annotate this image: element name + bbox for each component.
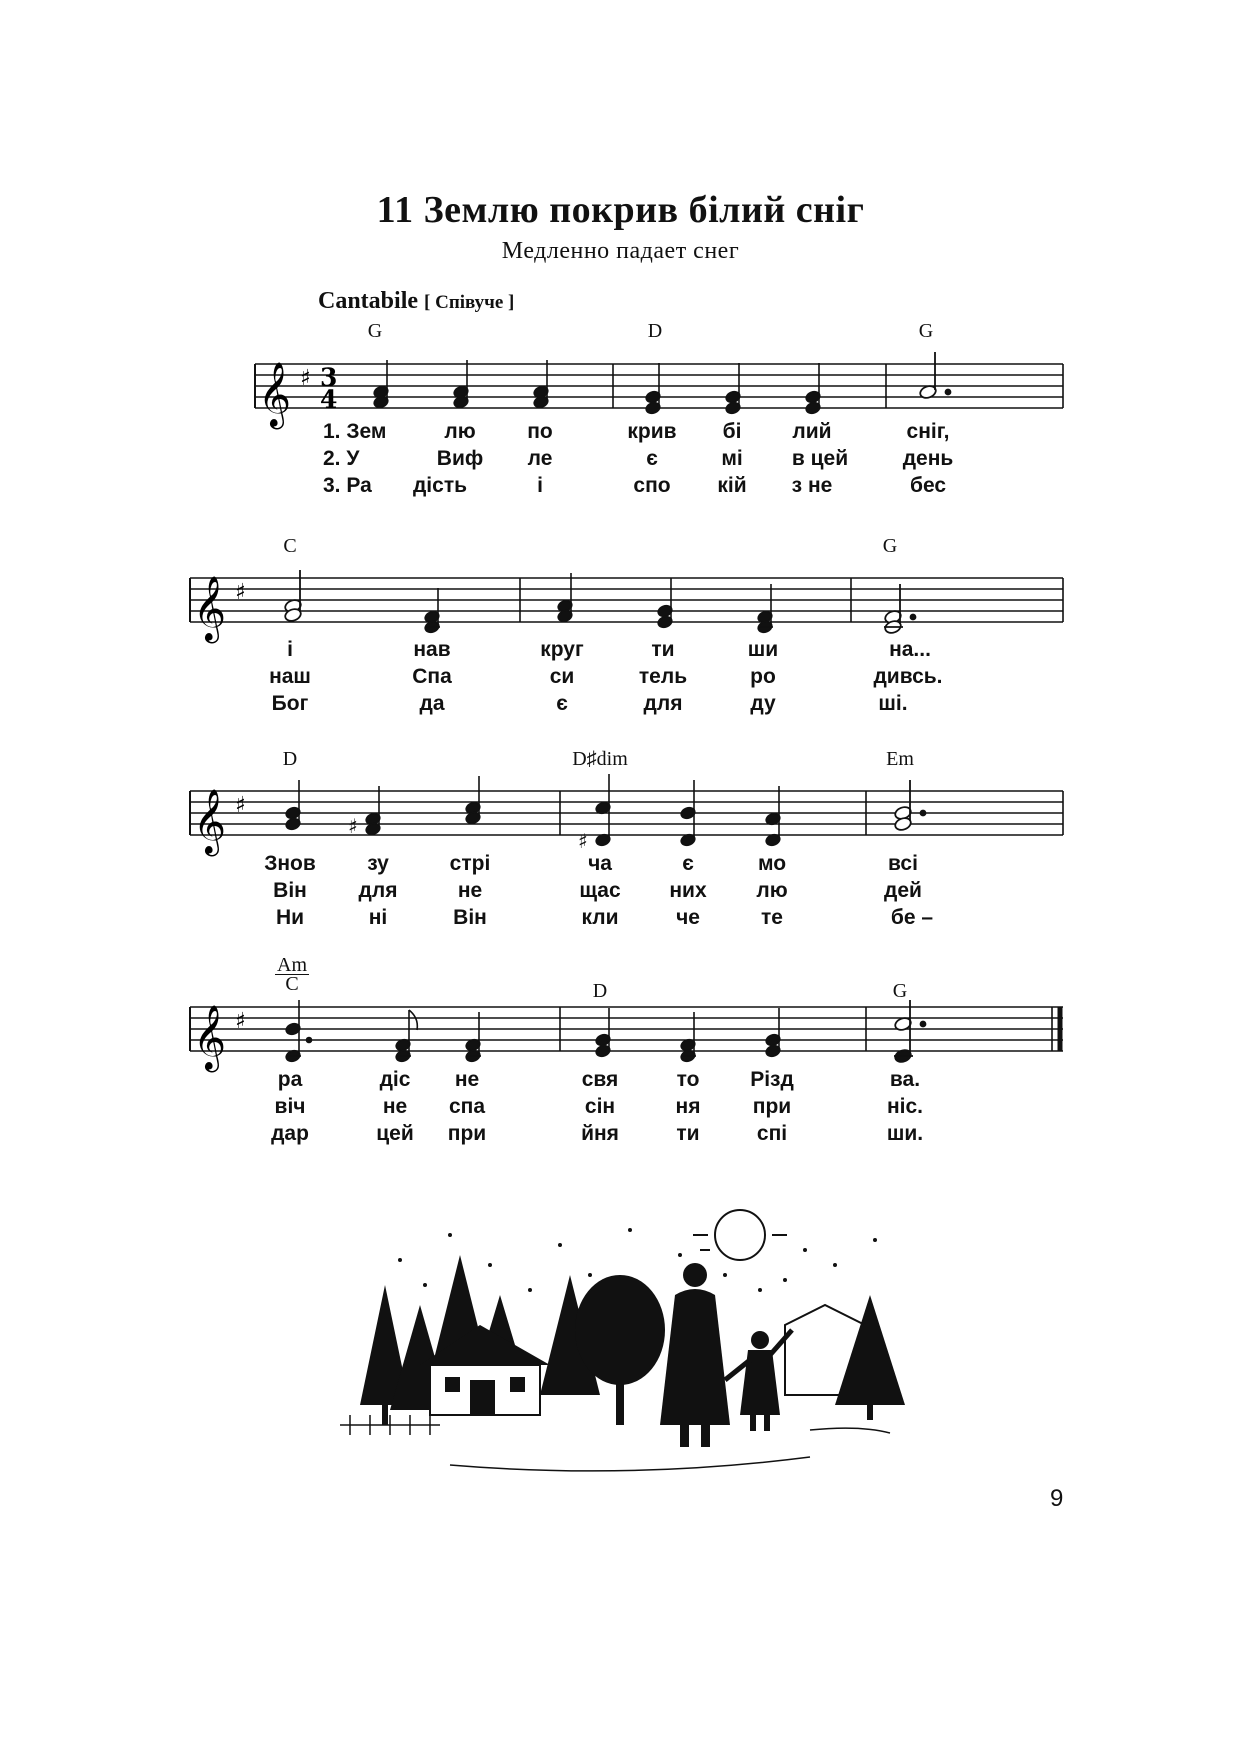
svg-text:𝄞: 𝄞	[193, 1005, 227, 1070]
lyric-syllable: ра	[277, 1068, 303, 1091]
svg-text:𝄞: 𝄞	[193, 789, 227, 854]
lyric-syllable: спі	[756, 1122, 788, 1145]
lyric-syllable: з не	[791, 474, 833, 497]
child-figure	[725, 1330, 792, 1431]
lyric-syllable: лю	[756, 879, 788, 902]
tempo-translation: [ Співуче ]	[424, 292, 515, 313]
chord-fraction: $\frac{Am}{C}$	[277, 954, 307, 995]
lyric-syllable: ші.	[878, 692, 908, 715]
lyric-syllable: є	[682, 852, 694, 875]
lyric-syllable: і	[287, 638, 293, 661]
sharp-icon: ♯	[300, 366, 311, 391]
lyric-syllable: лю	[444, 420, 476, 443]
lyric-syllable: 1. Зем	[323, 420, 387, 443]
lyric-syllable: ва.	[889, 1068, 921, 1091]
lyric-syllable: Він	[453, 906, 487, 929]
lyric-syllable: лий	[792, 420, 832, 443]
lyric-syllable: бе –	[890, 906, 934, 929]
lyric-syllable: си	[549, 665, 575, 688]
lyric-syllable: Різд	[750, 1068, 794, 1091]
treble-clef-icon: 𝄞	[258, 362, 292, 427]
song-subtitle: Медленно падает снег	[501, 238, 740, 264]
lyric-syllable: тель	[638, 665, 688, 688]
lyric-syllable: при	[752, 1095, 792, 1118]
lyric-syllable: ти	[676, 1122, 700, 1145]
lyric-syllable: Знов	[264, 852, 316, 875]
chord-symbol: G	[892, 980, 908, 1002]
chord-symbol: C	[283, 535, 297, 557]
lyric-syllable: бі	[722, 420, 742, 443]
chord-symbol: G	[882, 535, 898, 557]
lyric-syllable: ро	[750, 665, 776, 688]
lyric-syllable: мо	[757, 852, 787, 875]
lyric-syllable: ши.	[886, 1122, 924, 1145]
lyric-syllable: круг	[540, 638, 584, 661]
lyric-syllable: по	[527, 420, 553, 443]
chord-symbol: D	[282, 748, 298, 770]
lyric-syllable: нав	[413, 638, 451, 661]
lyric-syllable: на...	[889, 638, 931, 661]
lyric-syllable: віч	[274, 1095, 306, 1118]
lyric-syllable: не	[457, 879, 483, 902]
lyric-syllable: спо	[633, 474, 671, 497]
lyric-syllable: діс	[379, 1068, 411, 1091]
chord-symbol: G	[918, 320, 934, 342]
deciduous-tree	[575, 1275, 665, 1425]
lyric-syllable: всі	[888, 852, 918, 875]
lyric-syllable: спа	[448, 1095, 486, 1118]
svg-text:♯: ♯	[578, 829, 588, 853]
mother-figure	[660, 1263, 730, 1447]
lyric-syllable: кій	[717, 474, 747, 497]
lyric-syllable: Спа	[412, 665, 452, 688]
tempo-label: Cantabile	[318, 288, 419, 314]
lyric-syllable: ні	[368, 906, 388, 929]
lyric-syllable: і	[537, 474, 543, 497]
lyric-syllable: мі	[721, 447, 743, 470]
lyric-syllable: че	[676, 906, 700, 929]
lyric-syllable: ніс.	[886, 1095, 924, 1118]
svg-text:♯: ♯	[235, 1009, 246, 1034]
lyric-syllable: свя	[581, 1068, 619, 1091]
lyric-syllable: бес	[909, 474, 947, 497]
lyric-syllable: да	[419, 692, 445, 715]
lyric-syllable: щас	[579, 879, 621, 902]
lyric-syllable: дість	[412, 474, 468, 497]
chord-symbol: G	[367, 320, 383, 342]
lyric-syllable: сін	[584, 1095, 616, 1118]
lyric-syllable: дар	[271, 1122, 309, 1145]
svg-text:𝄞: 𝄞	[193, 576, 227, 641]
lyric-syllable: день	[902, 447, 954, 470]
winter-scene-illustration	[330, 1195, 920, 1480]
lyric-syllable: наш	[269, 665, 311, 688]
lyric-syllable: крив	[627, 420, 677, 443]
lyric-syllable: кли	[581, 906, 619, 929]
lyric-syllable: Бог	[271, 692, 309, 715]
svg-text:♯: ♯	[235, 793, 246, 818]
lyric-syllable: них	[669, 879, 707, 902]
time-signature-bottom: 4	[320, 385, 338, 414]
lyric-syllable: йня	[581, 1122, 619, 1145]
lyric-syllable: ши	[747, 638, 779, 661]
lyric-syllable: Ни	[275, 906, 305, 929]
lyric-syllable: для	[358, 879, 398, 902]
lyric-syllable: то	[676, 1068, 700, 1091]
chord-symbol: D	[592, 980, 608, 1002]
lyric-syllable: цей	[376, 1122, 414, 1145]
lyric-syllable: сніг,	[906, 420, 950, 443]
lyric-syllable: ле	[527, 447, 553, 470]
time-signature-top: 3	[320, 363, 338, 392]
lyric-syllable: ти	[651, 638, 675, 661]
lyric-syllable: в цей	[791, 447, 849, 470]
lyric-syllable: Він	[273, 879, 307, 902]
lyric-syllable: стрі	[449, 852, 491, 875]
lyric-syllable: для	[643, 692, 683, 715]
lyric-syllable: 3. Ра	[323, 474, 372, 497]
lyric-syllable: ду	[750, 692, 776, 715]
lyric-syllable: не	[454, 1068, 480, 1091]
lyric-syllable: дей	[884, 879, 922, 902]
chord-symbol: D♯dim	[572, 748, 628, 770]
page-number: 9	[1050, 1485, 1064, 1512]
lyric-syllable: ня	[675, 1095, 701, 1118]
chord-symbol: Em	[886, 748, 914, 770]
lyric-syllable: Виф	[436, 447, 484, 470]
lyric-syllable: 2. У	[323, 447, 360, 470]
chord-symbol: D	[647, 320, 663, 342]
lyric-syllable: зу	[367, 852, 389, 875]
lyric-syllable: при	[447, 1122, 487, 1145]
svg-text:♯: ♯	[348, 814, 358, 838]
lyric-syllable: є	[556, 692, 568, 715]
fence-and-snow	[340, 1415, 890, 1471]
lyric-syllable: не	[382, 1095, 408, 1118]
song-title: 11 Землю покрив білий сніг	[376, 189, 865, 231]
lyric-syllable: дивсь.	[873, 665, 943, 688]
moon-icon	[715, 1210, 765, 1260]
lyric-syllable: ча	[588, 852, 612, 875]
lyric-syllable: є	[646, 447, 658, 470]
lyric-syllable: те	[761, 906, 783, 929]
svg-text:♯: ♯	[235, 580, 246, 605]
